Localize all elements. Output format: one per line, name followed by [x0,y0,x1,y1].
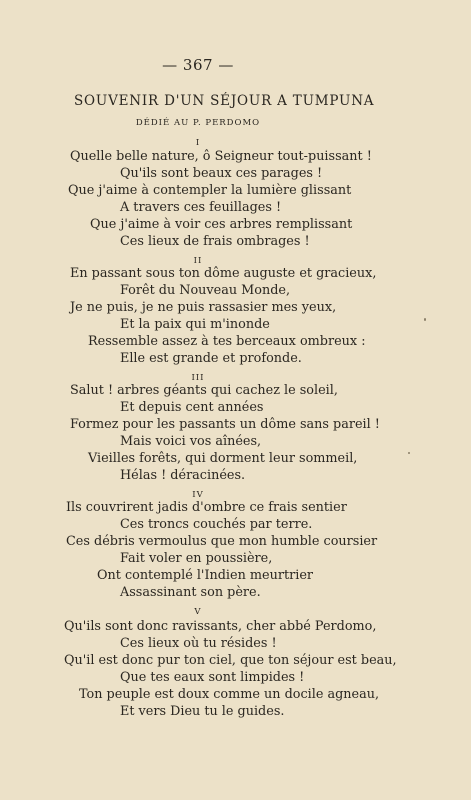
verse-line: Et vers Dieu tu le guides. [120,704,285,719]
verse-line: Salut ! arbres géants qui cachez le soleil, [70,383,338,398]
verse-line: Ton peuple est doux comme un docile agneau, [79,687,380,702]
verse-line: Elle est grande et profonde. [120,351,302,366]
verse-line: Je ne puis, je ne puis rassasier mes yeux, [70,300,337,315]
verse-line: Fait voler en poussière, [120,551,273,566]
verse-line: Que j'aime à contempler la lumière glissant [68,183,352,198]
stanza-numeral: II [193,256,203,266]
verse-line: Ces lieux où tu résides ! [120,636,277,651]
verse-line: Qu'ils sont beaux ces parages ! [120,166,323,181]
verse-line: En passant sous ton dôme auguste et gracieux, [70,266,377,281]
verse-line: Ces débris vermoulus que mon humble coursier [66,534,378,549]
verse-line: Ils couvrirent jadis d'ombre ce frais sentier [66,500,347,515]
verse-line: A travers ces feuillages ! [120,200,282,215]
verse-line: Mais voici vos aînées, [120,434,262,449]
stanza-numeral: III [191,373,205,383]
verse-line: Ces troncs couchés par terre. [120,517,313,532]
verse-line: Hélas ! déracinées. [120,468,246,483]
verse-line: Forêt du Nouveau Monde, [120,283,291,298]
verse-line: Ces lieux de frais ombrages ! [120,234,310,249]
verse-line: Ressemble assez à tes berceaux ombreux : [88,334,366,349]
paper-speck [424,318,426,321]
poem-title: SOUVENIR D'UN SÉJOUR A TUMPUNA [74,93,375,109]
verse-line: Et depuis cent années [120,400,264,415]
verse-line: Formez pour les passants un dôme sans pareil ! [70,417,380,432]
verse-line: Assassinant son père. [120,585,261,600]
verse-line: Et la paix qui m'inonde [120,317,270,332]
stanza-numeral: I [195,138,201,148]
verse-line: Que tes eaux sont limpides ! [120,670,305,685]
paper-speck [408,452,410,454]
stanza-numeral: IV [192,490,204,500]
stanza-numeral: V [194,607,202,617]
verse-line: Ont contemplé l'Indien meurtrier [97,568,314,583]
verse-line: Qu'il est donc pur ton ciel, que ton séjour est beau, [64,653,397,668]
page-number: — 367 — [162,56,234,74]
verse-line: Que j'aime à voir ces arbres remplissant [90,217,353,232]
dedication: DÉDIÉ AU P. PERDOMO [135,118,261,128]
verse-line: Qu'ils sont donc ravissants, cher abbé Perdomo, [64,619,377,634]
verse-line: Quelle belle nature, ô Seigneur tout-puissant ! [70,149,372,164]
verse-line: Vieilles forêts, qui dorment leur sommeil, [88,451,358,466]
